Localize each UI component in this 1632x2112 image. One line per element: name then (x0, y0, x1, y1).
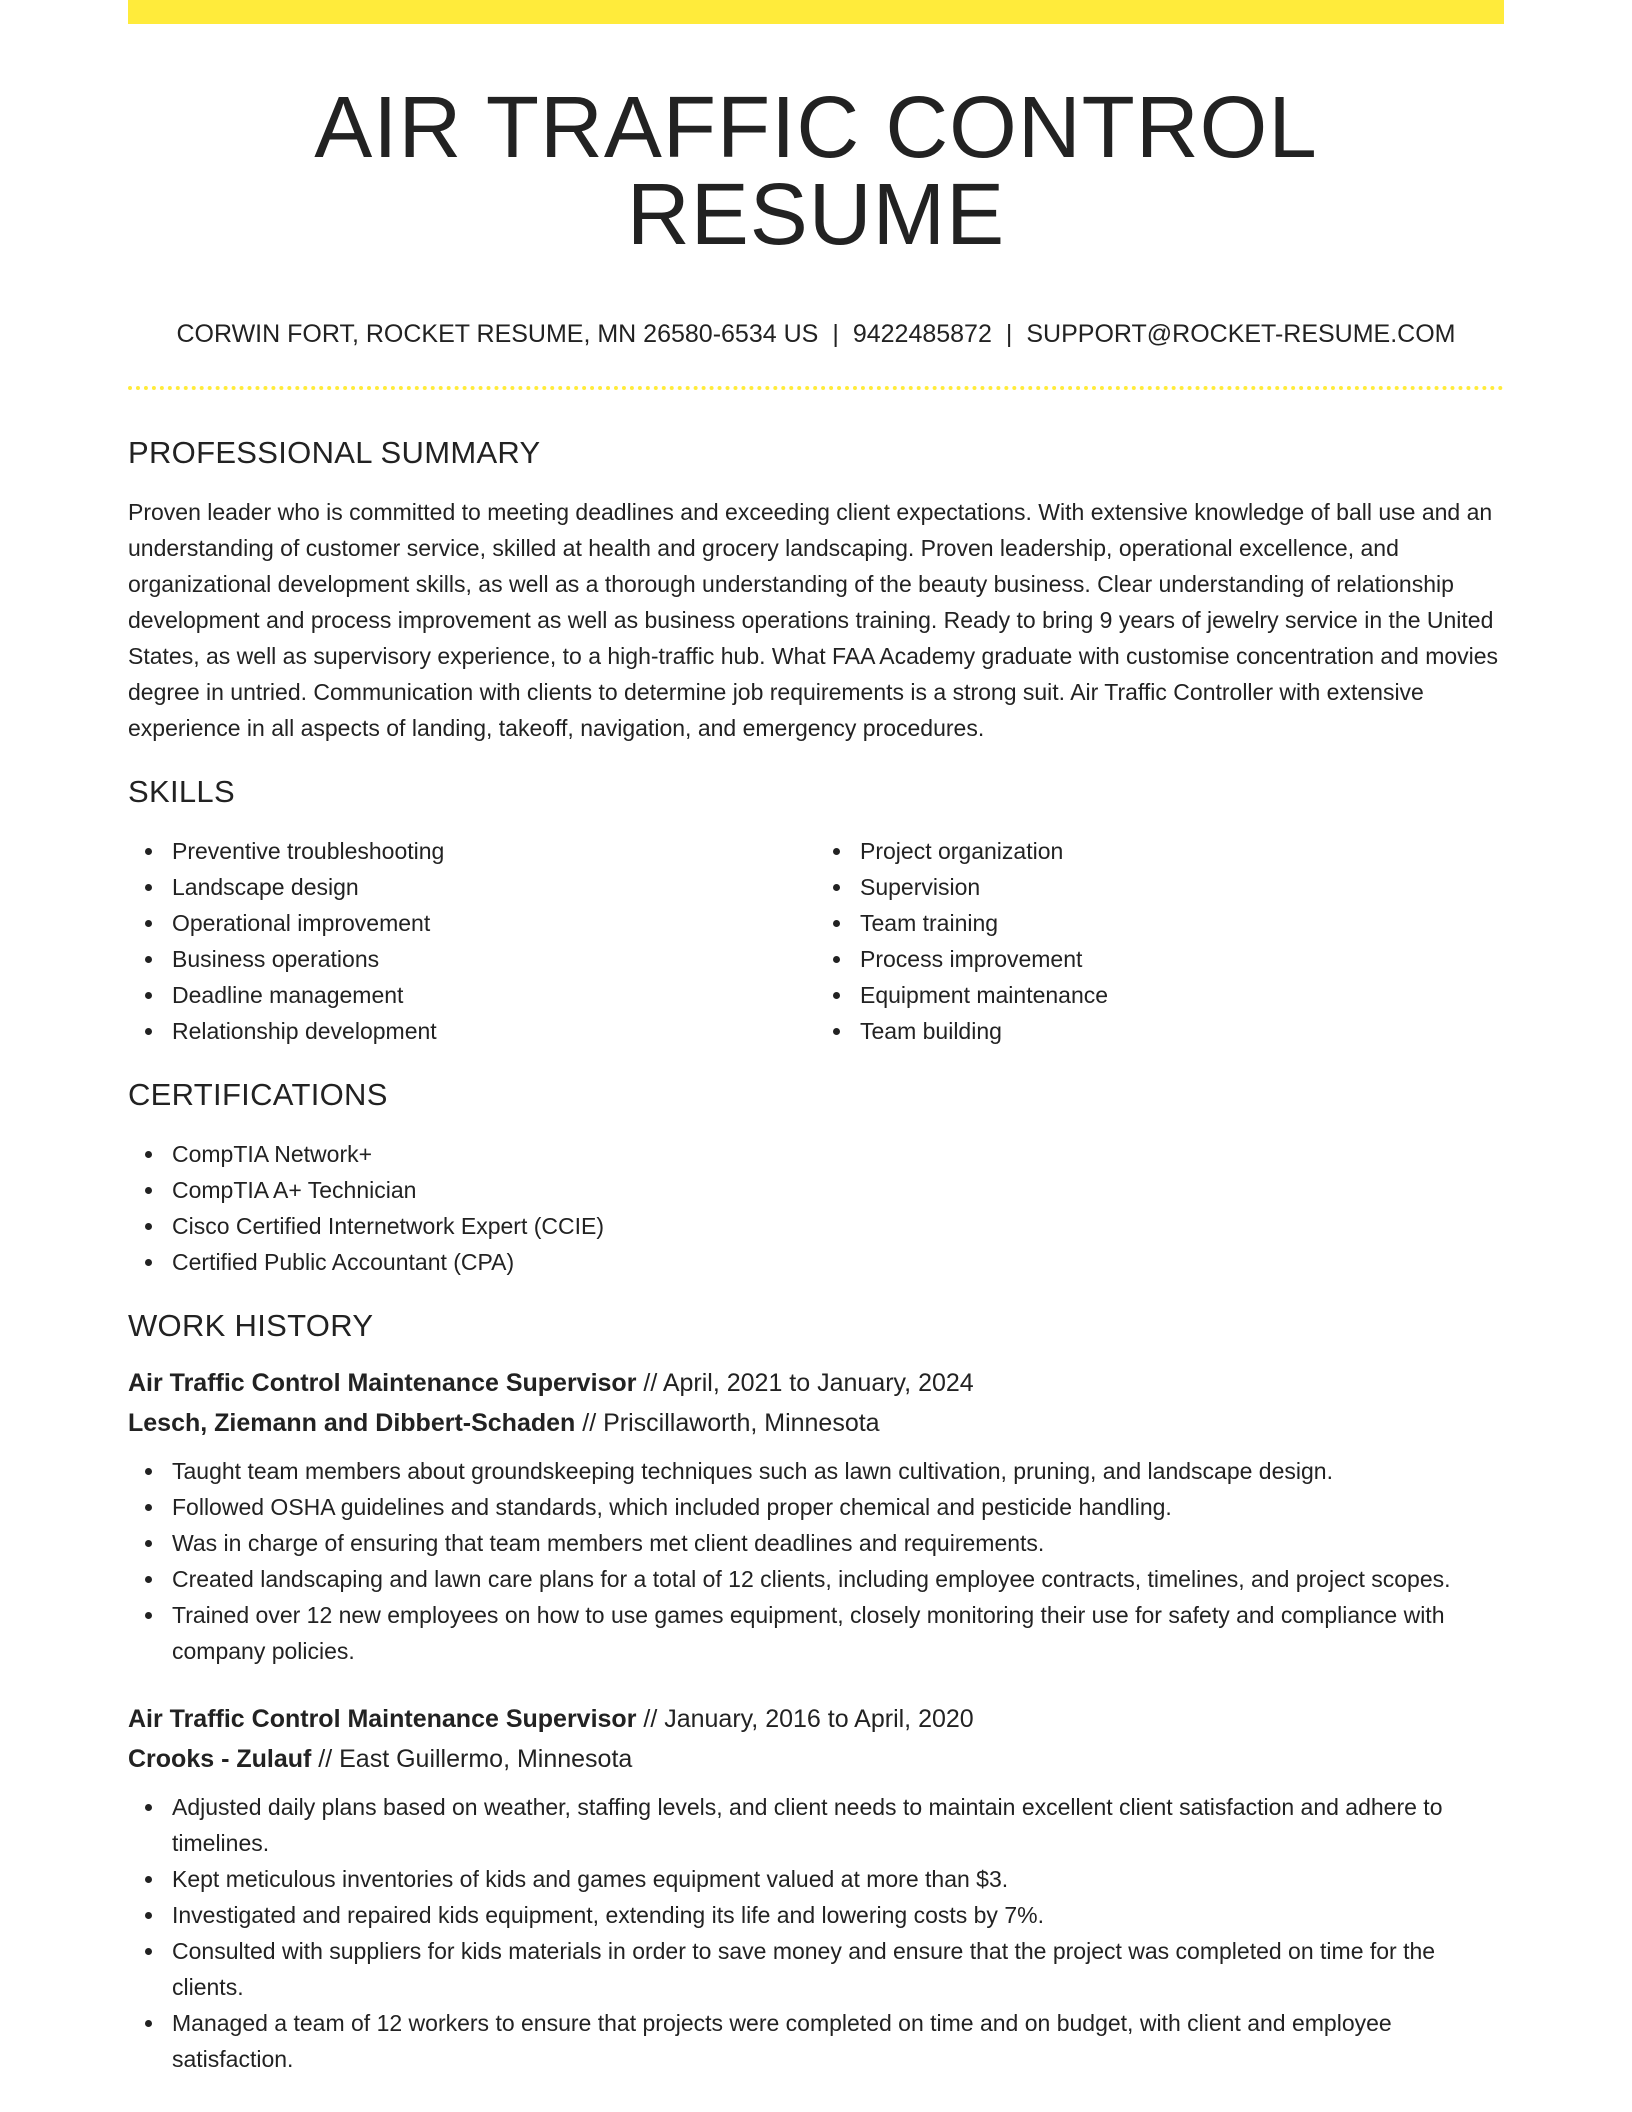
job-bullet: Taught team members about groundskeeping techniques such as lawn cultivation, pruning, and landscape design. (172, 1453, 1504, 1489)
work-history-heading: WORK HISTORY (128, 1308, 374, 1343)
job-dates: // January, 2016 to April, 2020 (636, 1705, 974, 1733)
summary-text: Proven leader who is committed to meeting deadlines and exceeding client expectations. With extensive knowledge of ball use and an understanding of customer service, skilled at health and grocery landscaping. Proven leadership, operational excellence, and organizational development skills, as well as a thorough understanding of the beauty business. Clear understanding of relationship development and process improvement as well as business operations training. Ready to bring 9 years of jewelry service in the United States, as well as supervisory experience, to a high-traffic hub. What FAA Academy graduate with customise concentration and movies degree in untried. Communication with clients to determine job requirements is a strong suit. Air Traffic Controller with extensive experience in all aspects of landing, takeoff, navigation, and emergency procedures. (128, 499, 1499, 741)
skill-item: Preventive troubleshooting (172, 833, 816, 869)
contact-phone: 9422485872 (852, 320, 992, 348)
job-location: // Priscillaworth, Minnesota (575, 1409, 880, 1437)
certification-item: Cisco Certified Internetwork Expert (CCIE) (172, 1208, 1504, 1244)
job-bullets (128, 1789, 1504, 2077)
contact-email: SUPPORT@ROCKET-RESUME.COM (1026, 320, 1456, 348)
certification-item: CompTIA Network+ (172, 1136, 1504, 1172)
job-bullets (128, 1453, 1504, 1669)
job-bullet: Managed a team of 12 workers to ensure that projects were completed on time and on budget, with client and employee satisfaction. (172, 2005, 1504, 2077)
contact-address: CORWIN FORT, ROCKET RESUME, MN 26580-6534 US (176, 320, 819, 348)
skill-item: Deadline management (172, 977, 816, 1013)
job-bullet: Investigated and repaired kids equipment, extending its life and lowering costs by 7%. (172, 1897, 1504, 1933)
contact-separator: | (832, 320, 839, 348)
job-title: Air Traffic Control Maintenance Supervisor (128, 1369, 637, 1397)
job-bullet: Kept meticulous inventories of kids and games equipment valued at more than $3. (172, 1861, 1504, 1897)
skill-item: Team training (860, 905, 1504, 941)
job-company: Lesch, Ziemann and Dibbert-Schaden (128, 1409, 576, 1437)
contact-line (128, 322, 1504, 347)
skills-column-left (128, 833, 816, 1049)
job-bullet: Adjusted daily plans based on weather, staffing levels, and client needs to maintain excellent client satisfaction and adhere to timelines. (172, 1789, 1504, 1861)
job-bullet: Trained over 12 new employees on how to use games equipment, closely monitoring their use for safety and compliance with company policies. (172, 1597, 1504, 1669)
job-title: Air Traffic Control Maintenance Supervisor (128, 1705, 637, 1733)
certification-item: Certified Public Accountant (CPA) (172, 1244, 1504, 1280)
certifications-heading: CERTIFICATIONS (128, 1077, 388, 1112)
job-company: Crooks - Zulauf (128, 1745, 312, 1773)
resume-title: AIR TRAFFIC CONTROL RESUME (314, 79, 1318, 263)
skills-column-right (816, 833, 1504, 1049)
summary-heading: PROFESSIONAL SUMMARY (128, 435, 541, 470)
job-bullet: Followed OSHA guidelines and standards, which included proper chemical and pesticide handling. (172, 1489, 1504, 1525)
job-bullet: Was in charge of ensuring that team members met client deadlines and requirements. (172, 1525, 1504, 1561)
job-entry (128, 1363, 1504, 1669)
job-bullet: Consulted with suppliers for kids materials in order to save money and ensure that the project was completed on time for the clients. (172, 1933, 1504, 2005)
skills-heading: SKILLS (128, 774, 235, 809)
dotted-divider (128, 386, 1504, 390)
skill-item: Project organization (860, 833, 1504, 869)
job-entry (128, 1699, 1504, 2077)
job-location: // East Guillermo, Minnesota (311, 1745, 633, 1773)
resume-page (128, 0, 1504, 2077)
job-title-line (128, 1363, 1504, 1403)
skill-item: Landscape design (172, 869, 816, 905)
skill-item: Equipment maintenance (860, 977, 1504, 1013)
skill-item: Operational improvement (172, 905, 816, 941)
skill-item: Supervision (860, 869, 1504, 905)
job-dates: // April, 2021 to January, 2024 (636, 1369, 974, 1397)
skill-item: Business operations (172, 941, 816, 977)
job-title-line (128, 1699, 1504, 1739)
job-company-line (128, 1739, 1504, 1779)
contact-separator: | (1005, 320, 1013, 348)
certification-item: CompTIA A+ Technician (172, 1172, 1504, 1208)
certifications-list (128, 1136, 1504, 1280)
skill-item: Relationship development (172, 1013, 816, 1049)
skill-item: Process improvement (860, 941, 1504, 977)
job-company-line (128, 1403, 1504, 1443)
accent-top-bar (128, 0, 1504, 24)
job-bullet: Created landscaping and lawn care plans for a total of 12 clients, including employee contracts, timelines, and project scopes. (172, 1561, 1504, 1597)
skill-item: Team building (860, 1013, 1504, 1049)
skills-list (128, 833, 1504, 1049)
